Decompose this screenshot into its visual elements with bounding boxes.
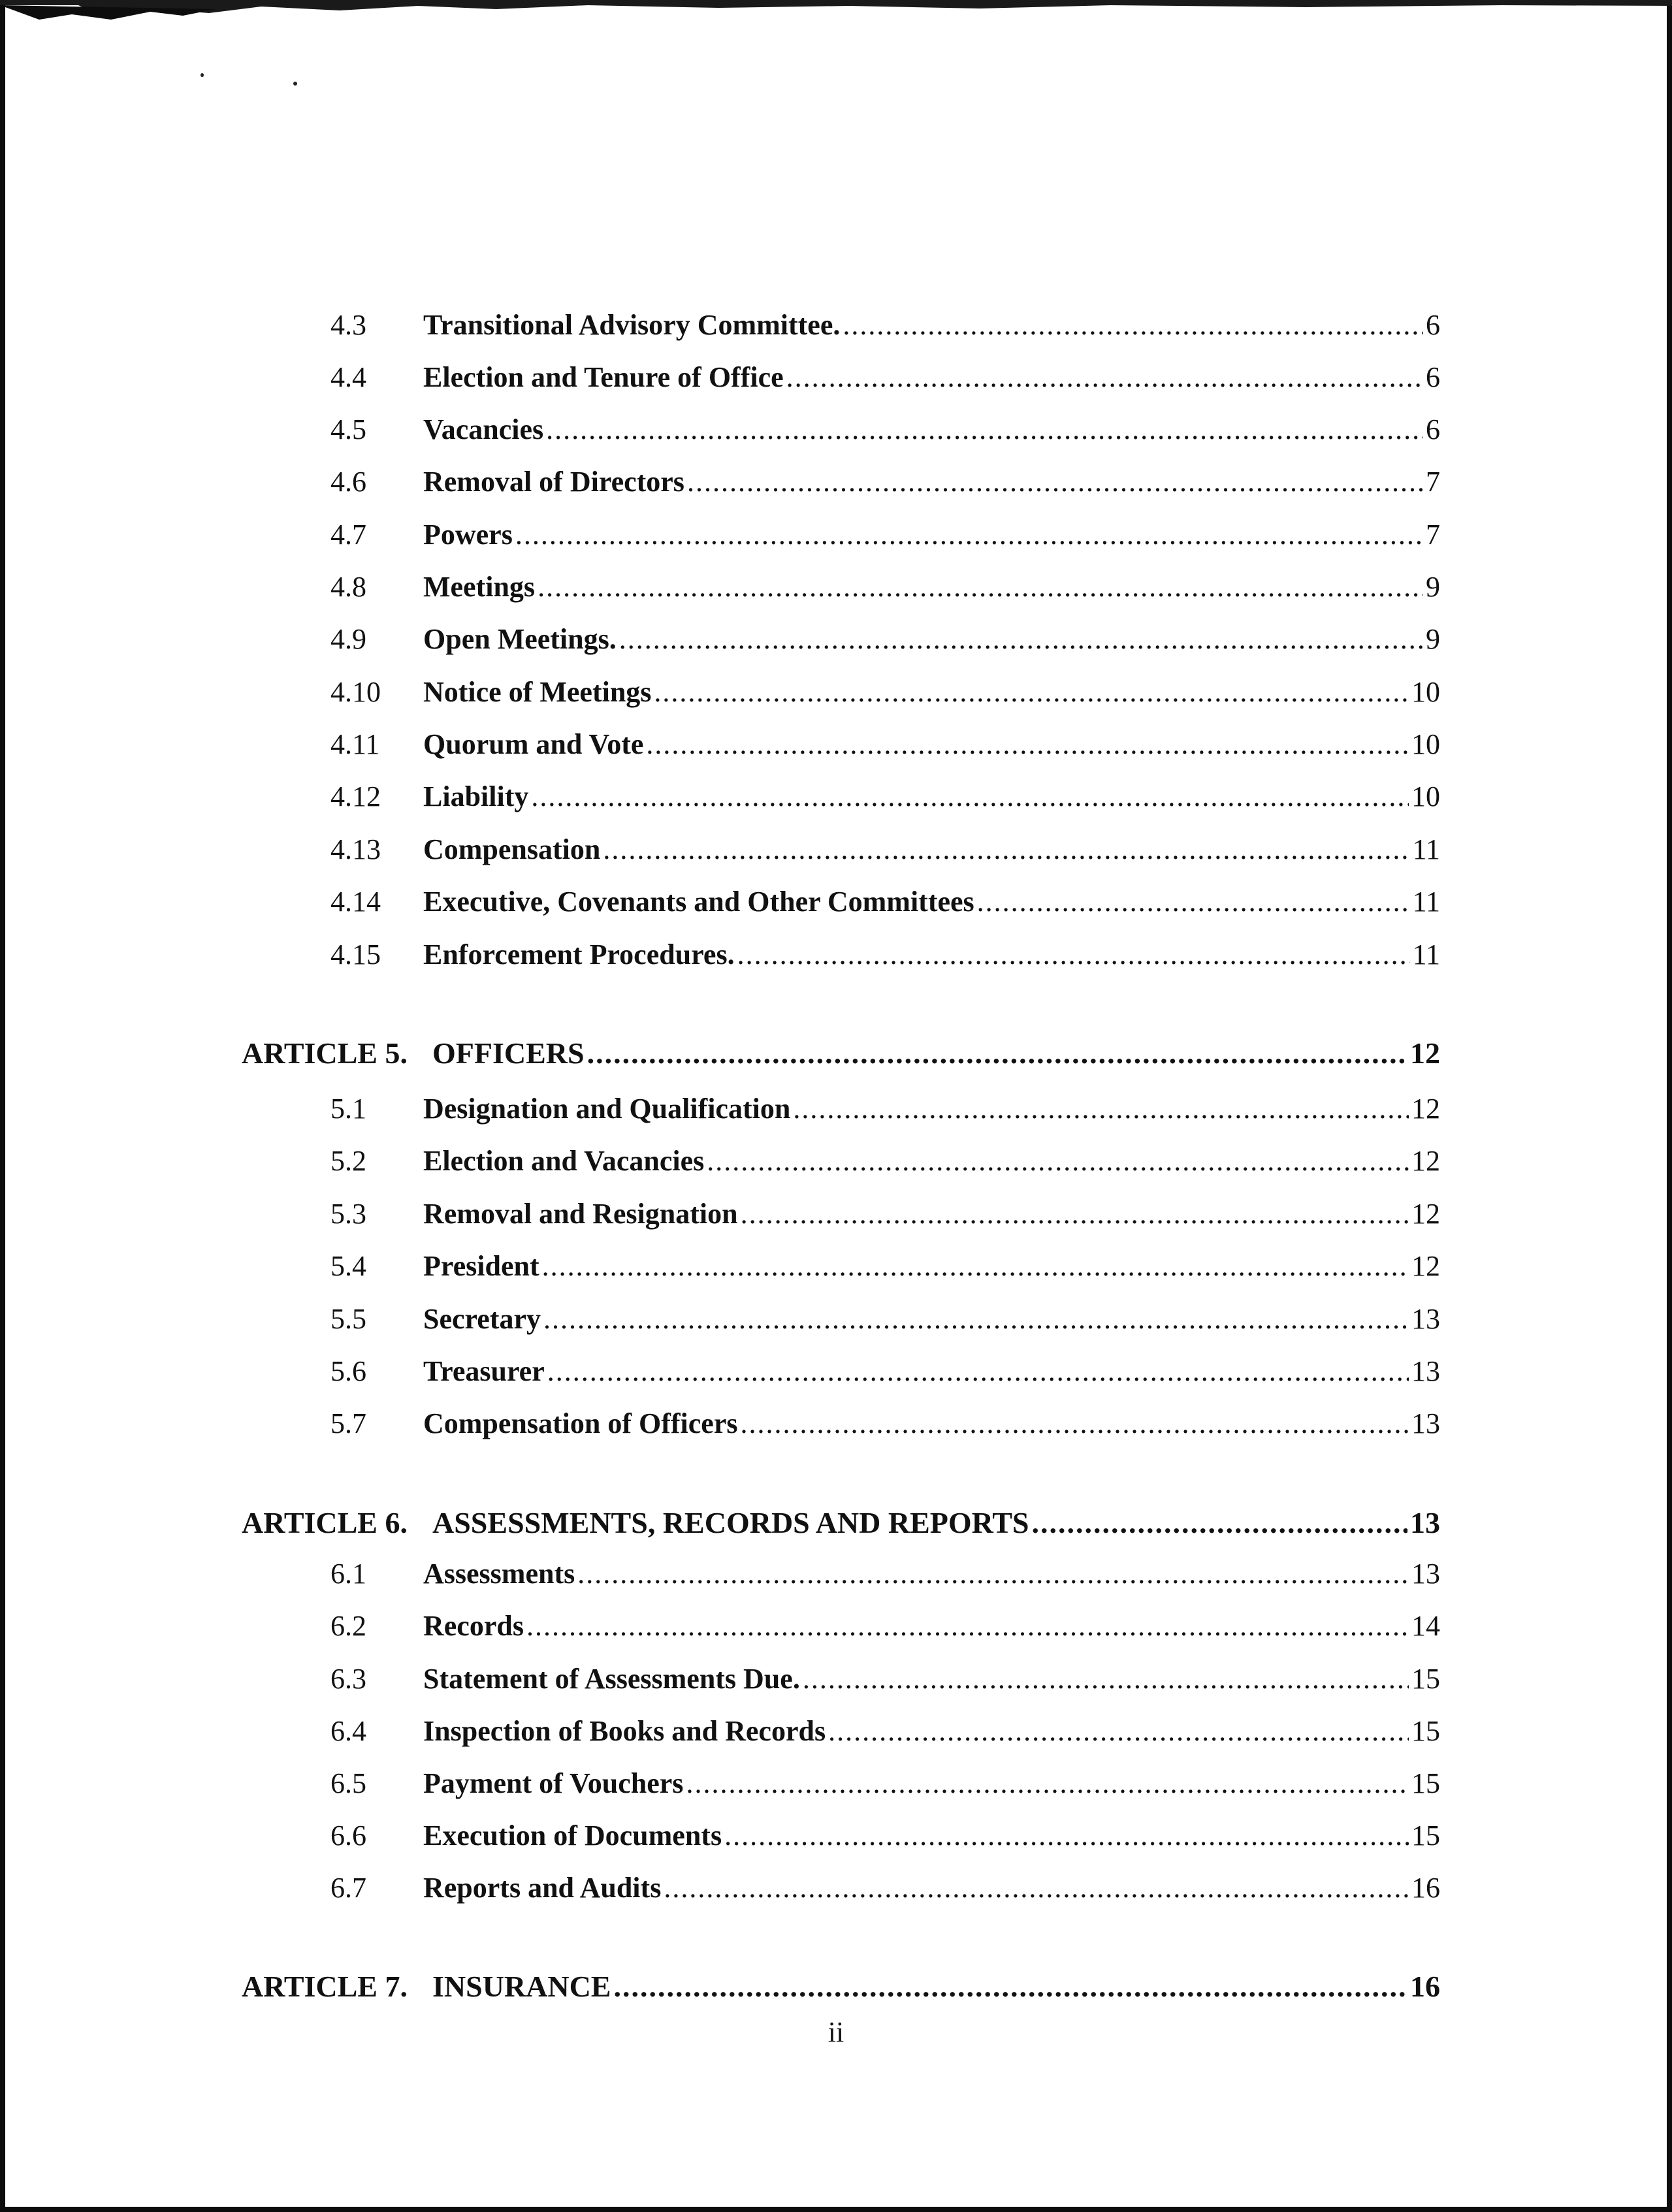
dot-leader <box>843 306 1423 345</box>
section-title: Reports and Audits <box>423 1872 662 1904</box>
dot-leader <box>686 1764 1409 1803</box>
dot-leader <box>547 1352 1409 1391</box>
section-number: 5.2 <box>330 1145 366 1177</box>
section-title: Removal and Resignation <box>423 1198 738 1230</box>
toc-entry[interactable] <box>242 1659 1440 1699</box>
article-label: ARTICLE 6. <box>242 1506 408 1539</box>
dot-leader <box>1032 1502 1407 1544</box>
section-title: Executive, Covenants and Other Committees <box>423 886 974 918</box>
toc-article[interactable] <box>242 1033 1440 1074</box>
section-number: 4.5 <box>330 413 366 445</box>
section-number: 4.15 <box>330 938 381 970</box>
section-title: Records <box>423 1610 524 1642</box>
dot-leader <box>803 1659 1409 1699</box>
section-number: 6.6 <box>330 1819 366 1851</box>
section-number: 4.7 <box>330 519 366 551</box>
page-number: 10 <box>1411 780 1440 812</box>
scan-speck <box>201 73 204 77</box>
toc-article[interactable] <box>242 1502 1440 1544</box>
dot-leader <box>543 1300 1409 1339</box>
dot-leader <box>786 358 1423 397</box>
dot-leader <box>646 725 1409 764</box>
dot-leader <box>613 1966 1407 2008</box>
toc-entry[interactable] <box>242 358 1440 397</box>
dot-leader <box>619 620 1423 659</box>
toc-entry[interactable] <box>242 1194 1440 1234</box>
page-number: 15 <box>1411 1715 1440 1747</box>
section-title: Assessments <box>423 1558 575 1590</box>
dot-leader <box>538 568 1423 607</box>
toc-entry[interactable] <box>242 568 1440 607</box>
section-number: 6.3 <box>330 1663 366 1695</box>
page-number: 6 <box>1426 309 1440 341</box>
page-number: 13 <box>1411 1355 1440 1387</box>
toc-entry[interactable] <box>242 1712 1440 1751</box>
scan-top-edge <box>0 0 1672 22</box>
section-title: Liability <box>423 780 529 812</box>
section-number: 6.4 <box>330 1715 366 1747</box>
section-title: Election and Vacancies <box>423 1145 705 1177</box>
page-number: 13 <box>1411 1558 1440 1590</box>
toc-entry[interactable] <box>242 1089 1440 1129</box>
page-number: 12 <box>1411 1145 1440 1177</box>
dot-leader <box>741 1194 1409 1234</box>
toc-entry[interactable] <box>242 410 1440 449</box>
section-title: Meetings <box>423 571 536 603</box>
section-title: Compensation of Officers <box>423 1407 738 1439</box>
dot-leader <box>664 1868 1409 1908</box>
toc-entry[interactable] <box>242 1764 1440 1803</box>
article-label: ARTICLE 7. <box>242 1970 408 2003</box>
dot-leader <box>737 935 1410 974</box>
page-number: 6 <box>1426 361 1440 393</box>
page-number: 11 <box>1412 886 1440 918</box>
page-number: 12 <box>1411 1093 1440 1125</box>
scan-speck <box>293 82 297 86</box>
dot-leader <box>707 1142 1409 1181</box>
section-title: President <box>423 1250 539 1282</box>
toc-entry[interactable] <box>242 306 1440 345</box>
dot-leader <box>724 1816 1409 1855</box>
toc-entry[interactable] <box>242 1247 1440 1286</box>
page-number: 14 <box>1411 1610 1440 1642</box>
article-title: OFFICERS <box>432 1036 585 1070</box>
section-number: 4.11 <box>330 728 380 760</box>
section-title: Quorum and Vote <box>423 728 644 760</box>
dot-leader <box>654 673 1409 712</box>
section-title: Payment of Vouchers <box>423 1767 684 1799</box>
section-title: Powers <box>423 519 513 551</box>
toc-entry[interactable] <box>242 725 1440 764</box>
page-number: 15 <box>1411 1767 1440 1799</box>
article-title: INSURANCE <box>432 1970 611 2003</box>
page-number: 11 <box>1412 938 1440 970</box>
toc-entry[interactable] <box>242 1868 1440 1908</box>
section-title: Removal of Directors <box>423 466 684 498</box>
section-number: 5.7 <box>330 1407 366 1439</box>
toc-entry[interactable] <box>242 882 1440 922</box>
section-number: 4.4 <box>330 361 366 393</box>
page-number: 7 <box>1426 466 1440 498</box>
section-number: 6.1 <box>330 1558 366 1590</box>
section-number: 6.2 <box>330 1610 366 1642</box>
toc-entry[interactable] <box>242 1142 1440 1181</box>
toc-entry[interactable] <box>242 935 1440 974</box>
page-number: 10 <box>1411 676 1440 708</box>
page-number: 15 <box>1411 1663 1440 1695</box>
page-number: 12 <box>1411 1198 1440 1230</box>
toc-entry[interactable] <box>242 462 1440 502</box>
section-title: Vacancies <box>423 413 544 445</box>
toc-entry[interactable] <box>242 1607 1440 1646</box>
toc-entry[interactable] <box>242 673 1440 712</box>
section-title: Compensation <box>423 833 601 865</box>
section-number: 5.1 <box>330 1093 366 1125</box>
section-title: Transitional Advisory Committee. <box>423 309 841 341</box>
dot-leader <box>603 830 1409 869</box>
section-number: 6.7 <box>330 1872 366 1904</box>
scan-border-left <box>0 0 5 2212</box>
toc-entry[interactable] <box>242 1352 1440 1391</box>
toc-entry[interactable] <box>242 777 1440 816</box>
page-number: 12 <box>1411 1250 1440 1282</box>
page-number: 13 <box>1411 1407 1440 1439</box>
section-title: Statement of Assessments Due. <box>423 1663 800 1695</box>
section-number: 5.6 <box>330 1355 366 1387</box>
section-title: Treasurer <box>423 1355 545 1387</box>
dot-leader <box>587 1033 1407 1074</box>
section-number: 4.8 <box>330 571 366 603</box>
scan-border-bottom <box>0 2207 1672 2212</box>
article-label: ARTICLE 5. <box>242 1036 408 1070</box>
section-title: Secretary <box>423 1303 541 1335</box>
dot-leader <box>687 462 1423 502</box>
page-number: 13 <box>1410 1506 1440 1539</box>
page-number: 13 <box>1411 1303 1440 1335</box>
page-number: 12 <box>1410 1036 1440 1070</box>
section-number: 5.5 <box>330 1303 366 1335</box>
toc-article[interactable] <box>242 1966 1440 2008</box>
scan-border-right <box>1667 0 1672 2212</box>
toc-entry[interactable] <box>242 1554 1440 1594</box>
section-number: 4.13 <box>330 833 381 865</box>
dot-leader <box>526 1607 1409 1646</box>
toc-entry[interactable] <box>242 830 1440 869</box>
section-title: Notice of Meetings <box>423 676 652 708</box>
section-number: 4.14 <box>330 886 381 918</box>
section-number: 4.12 <box>330 780 381 812</box>
toc-entry[interactable] <box>242 515 1440 554</box>
section-title: Enforcement Procedures. <box>423 938 735 970</box>
dot-leader <box>515 515 1423 554</box>
section-title: Execution of Documents <box>423 1819 722 1851</box>
footer-page-number: ii <box>828 2016 844 2048</box>
page-number: 9 <box>1426 623 1440 655</box>
section-title: Open Meetings. <box>423 623 617 655</box>
dot-leader <box>542 1247 1409 1286</box>
section-title: Inspection of Books and Records <box>423 1715 826 1747</box>
article-title: ASSESSMENTS, RECORDS AND REPORTS <box>432 1506 1029 1539</box>
dot-leader <box>531 777 1409 816</box>
page-number: 10 <box>1411 728 1440 760</box>
section-number: 4.3 <box>330 309 366 341</box>
dot-leader <box>741 1404 1409 1443</box>
page-number: 15 <box>1411 1819 1440 1851</box>
section-number: 6.5 <box>330 1767 366 1799</box>
section-number: 4.9 <box>330 623 366 655</box>
toc-entry[interactable] <box>242 620 1440 659</box>
page-number: 16 <box>1411 1872 1440 1904</box>
dot-leader <box>546 410 1423 449</box>
page-number: 11 <box>1412 833 1440 865</box>
section-number: 4.6 <box>330 466 366 498</box>
dot-leader <box>577 1554 1409 1594</box>
toc-entry[interactable] <box>242 1816 1440 1855</box>
section-title: Election and Tenure of Office <box>423 361 784 393</box>
dot-leader <box>977 882 1410 922</box>
page-number: 6 <box>1426 413 1440 445</box>
section-number: 5.4 <box>330 1250 366 1282</box>
section-number: 5.3 <box>330 1198 366 1230</box>
dot-leader <box>828 1712 1409 1751</box>
page-number: 16 <box>1410 1970 1440 2003</box>
page-number: 7 <box>1426 519 1440 551</box>
dot-leader <box>793 1089 1409 1129</box>
section-number: 4.10 <box>330 676 381 708</box>
toc-entry[interactable] <box>242 1404 1440 1443</box>
toc-entry[interactable] <box>242 1300 1440 1339</box>
section-title: Designation and Qualification <box>423 1093 791 1125</box>
page-number: 9 <box>1426 571 1440 603</box>
